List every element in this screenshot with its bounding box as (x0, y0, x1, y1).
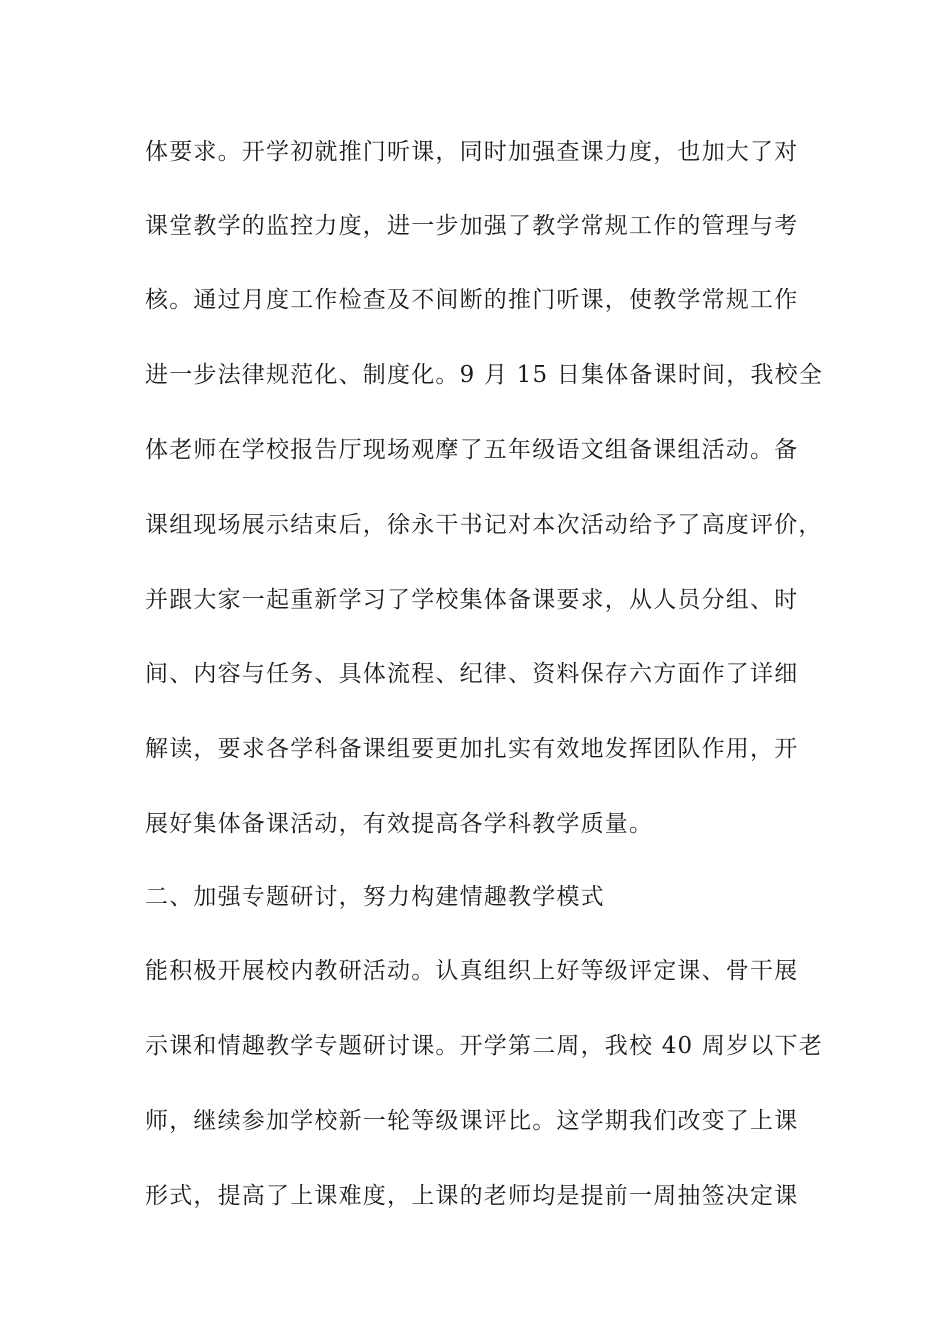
paragraph2-line-2: 示课和情趣教学专题研讨课。开学第二周，我校 40 周岁以下老 (145, 1033, 823, 1059)
paragraph-line-2: 课堂教学的监控力度，进一步加强了教学常规工作的管理与考 (145, 213, 799, 239)
paragraph-line-8: 间、内容与任务、具体流程、纪律、资料保存六方面作了详细 (145, 661, 799, 687)
section-heading: 二、加强专题研讨，努力构建情趣教学模式 (145, 884, 605, 910)
paragraph2-line-3: 师，继续参加学校新一轮等级课评比。这学期我们改变了上课 (145, 1108, 799, 1134)
paragraph2-line-1: 能积极开展校内教研活动。认真组织上好等级评定课、骨干展 (145, 958, 799, 984)
paragraph-line-1: 体要求。开学初就推门听课，同时加强查课力度，也加大了对 (145, 139, 799, 165)
paragraph-line-10: 展好集体备课活动，有效提高各学科教学质量。 (145, 811, 654, 837)
paragraph2-line-4: 形式，提高了上课难度，上课的老师均是提前一周抽签决定课 (145, 1183, 799, 1209)
paragraph-line-3: 核。通过月度工作检查及不间断的推门听课，使教学常规工作 (145, 287, 799, 313)
paragraph-line-9: 解读，要求各学科备课组要更加扎实有效地发挥团队作用，开 (145, 736, 799, 762)
paragraph-line-6: 课组现场展示结束后，徐永干书记对本次活动给予了高度评价， (145, 512, 823, 538)
paragraph-line-4: 进一步法律规范化、制度化。9 月 15 日集体备课时间，我校全 (145, 362, 824, 388)
paragraph-line-5: 体老师在学校报告厅现场观摩了五年级语文组备课组活动。备 (145, 437, 799, 463)
paragraph-line-7: 并跟大家一起重新学习了学校集体备课要求，从人员分组、时 (145, 587, 799, 613)
